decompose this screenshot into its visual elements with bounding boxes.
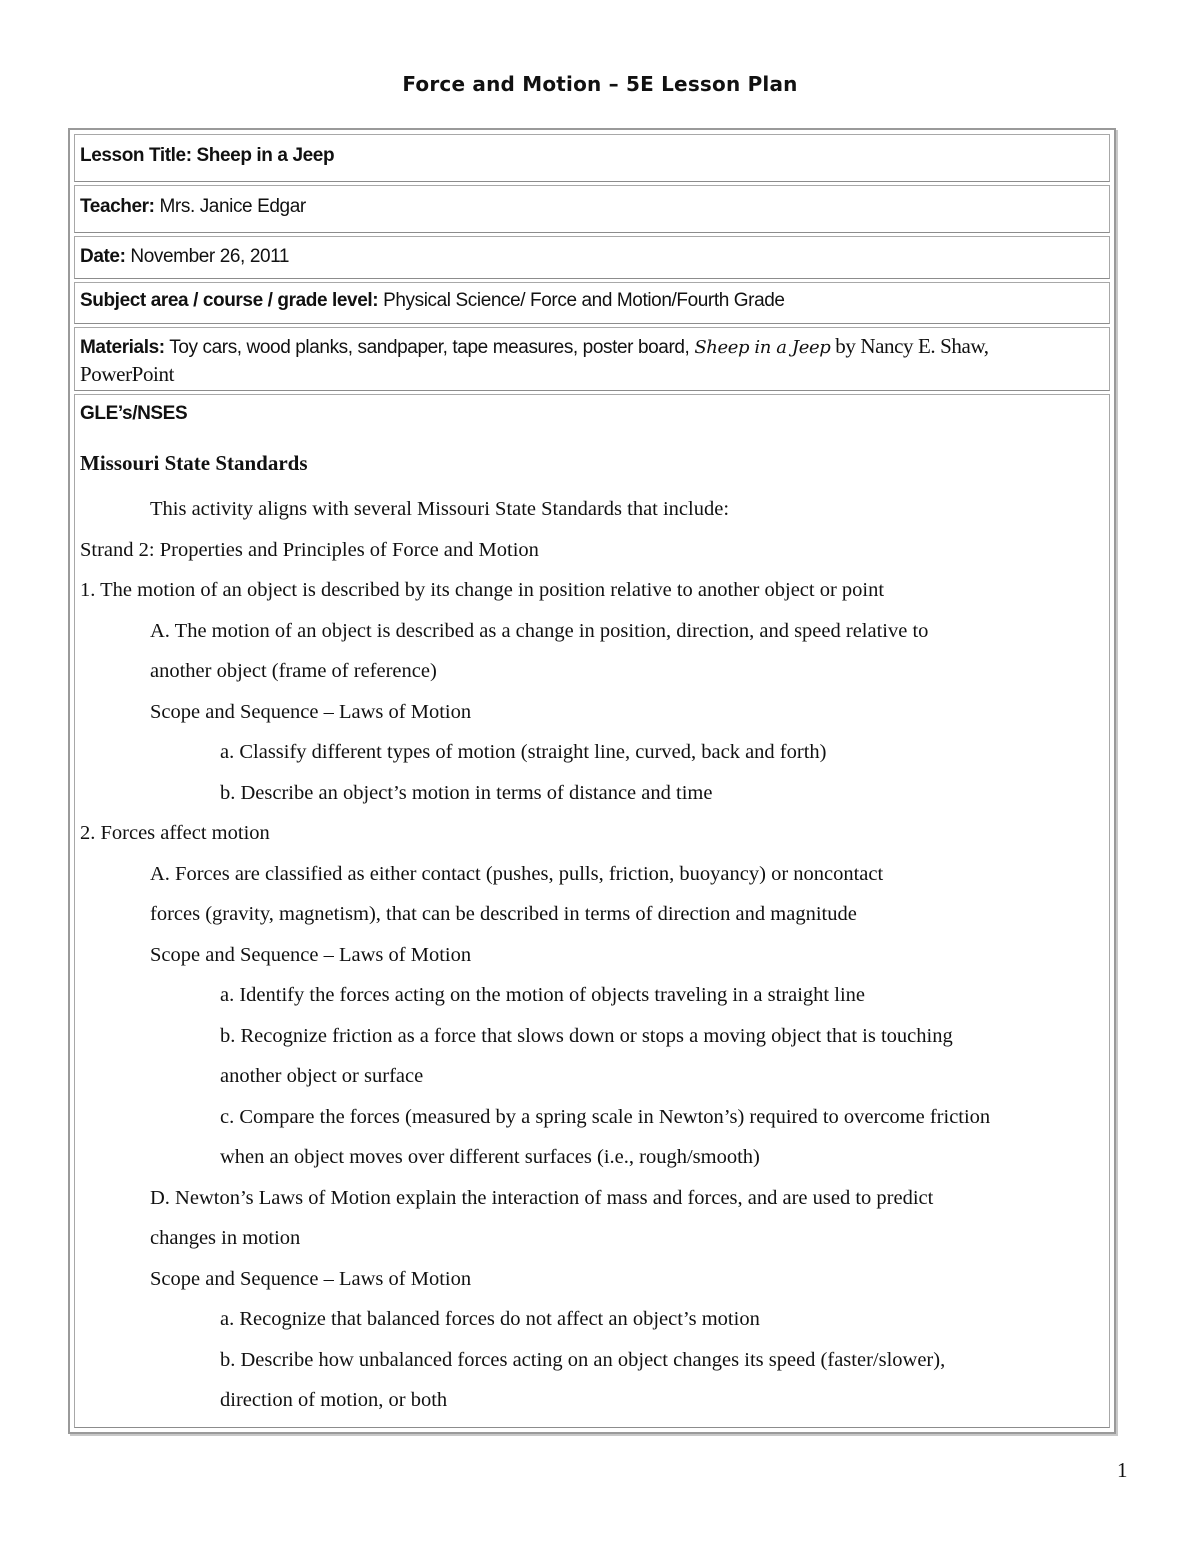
gle-heading: GLE’s/NSES (80, 403, 188, 424)
subject-label: Subject area / course / grade level: (80, 290, 379, 311)
materials-value: Toy cars, wood planks, sandpaper, tape measures, poster board, (169, 337, 690, 358)
standard-line: a. Recognize that balanced forces do not affect an object’s motion (220, 1308, 760, 1330)
materials-row (74, 327, 1110, 391)
standard-line: D. Newton’s Laws of Motion explain the interaction of mass and forces, and are used to predict (150, 1186, 934, 1209)
subject-row (74, 282, 1110, 324)
standard-line: 2. Forces affect motion (80, 822, 270, 844)
date-label: Date: (80, 246, 126, 267)
date-value: November 26, 2011 (130, 246, 290, 267)
subject-value: Physical Science/ Force and Motion/Fourth Grade (383, 290, 785, 311)
standard-line: b. Recognize friction as a force that slows down or stops a moving object that is touching (220, 1024, 953, 1047)
teacher-value: Mrs. Janice Edgar (159, 196, 306, 217)
standard-line: direction of motion, or both (220, 1389, 448, 1411)
lesson-title-label: Lesson Title: (80, 145, 192, 166)
standard-line: another object or surface (220, 1065, 424, 1087)
book-title: Sheep in a Jeep (694, 337, 831, 358)
lesson-plan-table (68, 128, 1116, 1434)
standard-line: a. Identify the forces acting on the motion of objects traveling in a straight line (220, 984, 865, 1006)
standard-line: b. Describe an object’s motion in terms of distance and time (220, 781, 713, 804)
lesson-title-value: Sheep in a Jeep (196, 145, 335, 166)
page-number: 1 (1117, 1458, 1128, 1482)
teacher-label: Teacher: (80, 196, 155, 217)
standard-line: forces (gravity, magnetism), that can be described in terms of direction and magnitude (150, 903, 857, 925)
standard-line: b. Describe how unbalanced forces acting on an object changes its speed (faster/slower), (220, 1348, 946, 1371)
standard-line: A. Forces are classified as either contact (pushes, pulls, friction, buoyancy) or noncontact (150, 862, 884, 885)
materials-label: Materials: (80, 337, 165, 358)
standard-line: Scope and Sequence – Laws of Motion (150, 1267, 472, 1290)
standard-line: 1. The motion of an object is described by its change in position relative to another object or point (80, 579, 885, 601)
document-title: Force and Motion – 5E Lesson Plan (402, 72, 798, 96)
standard-line: Scope and Sequence – Laws of Motion (150, 700, 472, 723)
standard-line: Strand 2: Properties and Principles of Force and Motion (80, 538, 539, 561)
teacher-row (74, 185, 1110, 233)
date-row (74, 236, 1110, 279)
standard-line: when an object moves over different surfaces (i.e., rough/smooth) (220, 1146, 760, 1168)
standard-line: a. Classify different types of motion (straight line, curved, back and forth) (220, 741, 827, 763)
standard-line: This activity aligns with several Missouri State Standards that include: (150, 498, 730, 520)
standards-heading: Missouri State Standards (80, 451, 308, 475)
lesson-title-row (74, 134, 1110, 182)
gle-row (74, 394, 1110, 1428)
book-author: by Nancy E. Shaw, (835, 334, 989, 358)
materials-value-line2: PowerPoint (80, 362, 175, 386)
standard-line: c. Compare the forces (measured by a spring scale in Newton’s) required to overcome friction (220, 1105, 991, 1128)
standard-line: another object (frame of reference) (150, 660, 437, 682)
standard-line: changes in motion (150, 1227, 301, 1249)
standard-line: Scope and Sequence – Laws of Motion (150, 943, 472, 966)
standard-line: A. The motion of an object is described as a change in position, direction, and speed relative to (150, 619, 929, 642)
